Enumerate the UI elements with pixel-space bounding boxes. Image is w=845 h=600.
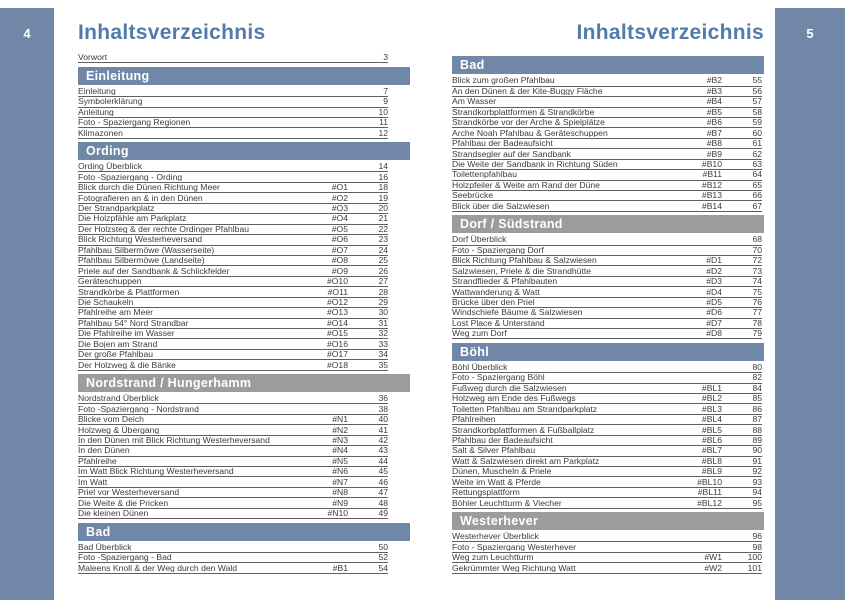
entry-title: Der große Pfahlbau	[78, 350, 153, 359]
section-header: Dorf / Südstrand	[452, 215, 764, 233]
entry-page-number: 44	[378, 455, 388, 466]
entry-photo-code: #N4	[332, 445, 348, 456]
entry-page-number: 75	[752, 286, 762, 297]
toc-entry	[78, 162, 388, 172]
entry-photo-code: #B6	[706, 117, 722, 128]
entry-photo-code: #D5	[706, 296, 722, 307]
entry-title: Symbolerklärung	[78, 97, 143, 106]
entry-title: Blick zum großen Pfahlbau	[452, 76, 555, 86]
toc-entry	[452, 329, 762, 339]
entry-photo-code: #O2	[331, 192, 348, 203]
entry-title: Blick über die Salzwiesen	[452, 201, 550, 211]
entry-photo-code: #O9	[331, 265, 348, 276]
toc-entry	[78, 183, 388, 193]
entry-page-number: 62	[752, 148, 762, 159]
toc-entry	[452, 363, 762, 373]
entry-photo-code: #O12	[326, 296, 348, 307]
entry-title: Windschiefe Bäume & Salzwiesen	[452, 308, 583, 317]
entry-photo-code: #BL7	[701, 445, 722, 456]
entry-title: Westerhever Überblick	[452, 532, 539, 541]
entry-page-number: 85	[752, 393, 762, 404]
entry-photo-code: #O5	[331, 223, 348, 234]
entry-photo-code: #B2	[706, 75, 722, 86]
section-header: Einleitung	[78, 67, 410, 85]
entry-page-number: 66	[752, 190, 762, 201]
toc-content	[78, 53, 410, 574]
entry-title: Wattwanderung & Watt	[452, 287, 540, 297]
entry-title: Nordstrand Überblick	[78, 394, 159, 403]
entry-page-number: 76	[752, 296, 762, 307]
entry-page-number: 77	[752, 307, 762, 318]
toc-entry	[78, 394, 388, 404]
entry-title: Foto -Spaziergang - Ording	[78, 172, 183, 182]
toc-entry	[452, 446, 762, 456]
entry-page-number: 72	[752, 255, 762, 266]
entry-title: Strandkorbplattformen & Fußballplatz	[452, 425, 595, 435]
entry-page-number: 95	[752, 497, 762, 508]
toc-entry	[78, 118, 388, 128]
toc-entry	[78, 415, 388, 425]
entry-title: Seebrücke	[452, 191, 494, 200]
entry-page-number: 46	[378, 476, 388, 487]
section-header: Bad	[78, 523, 410, 541]
entry-page-number: 70	[752, 244, 762, 255]
entry-page-number: 54	[378, 562, 388, 573]
entry-page-number: 40	[378, 414, 388, 425]
entry-page-number: 35	[378, 359, 388, 370]
entry-title: Die kleinen Dünen	[78, 509, 149, 518]
toc-entry	[78, 235, 388, 245]
entry-photo-code: #O17	[326, 349, 348, 360]
toc-entry	[78, 128, 388, 138]
toc-entry	[78, 350, 388, 360]
entry-page-number: 89	[752, 434, 762, 445]
entry-title: Der Holzweg & die Bänke	[78, 360, 176, 370]
entry-page-number: 16	[378, 171, 388, 182]
entry-page-number: 87	[752, 414, 762, 425]
entry-title: Geräteschuppen	[78, 277, 142, 286]
entry-title: Pfahlbau der Badeaufsicht	[452, 435, 553, 445]
entry-title: Priele auf der Sandbank & Schlickfelder	[78, 266, 230, 276]
entry-photo-code: #BL8	[701, 455, 722, 466]
entry-page-number: 25	[378, 255, 388, 266]
entry-photo-code: #O14	[326, 317, 348, 328]
entry-title: Bad Überblick	[78, 542, 132, 552]
section-header: Westerhever	[452, 512, 764, 530]
toc-entry	[78, 488, 388, 498]
entry-title: Strandsegler auf der Sandbank	[452, 149, 571, 159]
entry-photo-code: #N2	[332, 424, 348, 435]
entry-title: Toilettenpfahlbau	[452, 170, 517, 179]
entry-title: Foto - Spaziergang Westerhever	[452, 542, 577, 552]
entry-photo-code: #O1	[331, 182, 348, 193]
entry-photo-code: #B13	[701, 190, 722, 201]
toc-entry	[78, 360, 388, 370]
entry-title: Arche Noah Pfahlbau & Geräteschuppen	[452, 128, 608, 138]
entry-photo-code: #BL10	[697, 476, 722, 487]
entry-page-number: 32	[378, 328, 388, 339]
entry-title: Anleitung	[78, 107, 114, 117]
toc-entry	[78, 542, 388, 552]
entry-photo-code: #B12	[701, 179, 722, 190]
entry-page-number: 41	[378, 424, 388, 435]
toc-entry	[78, 446, 388, 456]
entry-page-number: 10	[378, 106, 388, 117]
entry-page-number: 61	[752, 138, 762, 149]
entry-page-number: 74	[752, 276, 762, 287]
entry-photo-code: #B3	[706, 85, 722, 96]
entry-title: Holzweg am Ende des Fußwegs	[452, 394, 576, 403]
entry-page-number: 27	[378, 276, 388, 287]
entry-title: Holzpfeiler & Weite am Rand der Düne	[452, 180, 600, 190]
entry-title: Strandflieder & Pfahlbauten	[452, 277, 558, 286]
entry-photo-code: #BL6	[701, 434, 722, 445]
entry-title: Blick durch die Dünen Richtung Meer	[78, 183, 220, 192]
entry-title: Foto - Spaziergang Regionen	[78, 118, 191, 127]
entry-title: Blick Richtung Pfahlbau & Salzwiesen	[452, 256, 597, 265]
entry-title: Fotografieren an & in den Dünen	[78, 193, 203, 203]
entry-page-number: 18	[378, 182, 388, 193]
toc-entry	[452, 308, 762, 318]
left-page-number-bar	[0, 8, 54, 600]
toc-entry	[78, 329, 388, 339]
entry-page-number: 45	[378, 466, 388, 477]
entry-title: Strandkörbe & Plattformen	[78, 287, 180, 297]
entry-photo-code: #D3	[706, 276, 722, 287]
toc-entry	[452, 201, 762, 211]
entry-photo-code: #BL12	[697, 497, 722, 508]
entry-page-number: 57	[752, 96, 762, 107]
entry-page-number: 96	[752, 531, 762, 542]
entry-page-number: 67	[752, 200, 762, 211]
entry-photo-code: #O4	[331, 213, 348, 224]
section-header: Nordstrand / Hungerhamm	[78, 374, 410, 392]
entry-title: Pfahlbau 54° Nord Strandbar	[78, 318, 189, 328]
entry-photo-code: #N6	[332, 466, 348, 477]
entry-page-number: 12	[378, 127, 388, 138]
entry-photo-code: #BL9	[701, 466, 722, 477]
entry-title: Pfahlbau Silbermöwe (Wasserseite)	[78, 245, 215, 255]
entry-photo-code: #B14	[701, 200, 722, 211]
entry-title: Dorf Überblick	[452, 235, 507, 244]
toc-entry	[78, 509, 388, 519]
right-page-number-bar	[775, 8, 845, 600]
entry-page-number: 38	[378, 403, 388, 414]
entry-page-number: 64	[752, 169, 762, 180]
section-header: Böhl	[452, 343, 764, 361]
entry-photo-code: #BL5	[701, 424, 722, 435]
entry-page-number: 88	[752, 424, 762, 435]
entry-photo-code: #N10	[327, 508, 348, 518]
toc-entry	[78, 256, 388, 266]
entry-photo-code: #N9	[332, 497, 348, 508]
entry-page-number: 7	[383, 85, 388, 96]
entry-page-number: 30	[378, 307, 388, 318]
entry-photo-code: #O15	[326, 328, 348, 339]
entry-photo-code: #D4	[706, 286, 722, 297]
toc-title: Inhaltsverzeichnis	[78, 21, 266, 44]
entry-title: Salzwiesen, Priele & die Strandhütte	[452, 266, 592, 276]
entry-page-number: 31	[378, 317, 388, 328]
toc-entry	[452, 97, 762, 107]
entry-title: An den Dünen & der Kite-Buggy Fläche	[452, 86, 603, 96]
entry-title: Rettungsplattform	[452, 488, 520, 497]
entry-page-number: 92	[752, 466, 762, 477]
entry-page-number: 78	[752, 317, 762, 328]
toc-entry	[452, 532, 762, 542]
entry-title: Böhler Leuchtturm & Viecher	[452, 498, 562, 508]
entry-title: Pfahlbau der Badeaufsicht	[452, 139, 553, 148]
toc-entry	[78, 97, 388, 107]
entry-title: Strandkorbplattformen & Strandkörbe	[452, 107, 595, 117]
entry-page-number: 80	[752, 361, 762, 372]
entry-title: Die Pfahlreihe im Wasser	[78, 329, 175, 338]
entry-title: Pfahlbau Silbermöwe (Landseite)	[78, 256, 205, 265]
entry-photo-code: #W1	[704, 552, 722, 563]
entry-page-number: 3	[383, 52, 388, 63]
entry-title: Gekrümmter Weg Richtung Watt	[452, 563, 576, 573]
entry-page-number: 84	[752, 382, 762, 393]
entry-title: Holzweg & Übergang	[78, 425, 160, 435]
entry-page-number: 23	[378, 234, 388, 245]
toc-entry	[78, 87, 388, 97]
entry-photo-code: #BL3	[701, 403, 722, 414]
entry-page-number: 91	[752, 455, 762, 466]
entry-photo-code: #D6	[706, 307, 722, 318]
entry-title: Pfahlreihe	[78, 456, 117, 466]
entry-photo-code: #BL11	[697, 487, 722, 498]
entry-page-number: 21	[378, 213, 388, 224]
entry-page-number: 34	[378, 349, 388, 360]
entry-title: Die Weite der Sandbank in Richtung Süden	[452, 159, 618, 169]
toc-entry	[78, 467, 388, 477]
entry-page-number: 49	[378, 508, 388, 518]
entry-photo-code: #D1	[706, 255, 722, 266]
entry-photo-code: #N3	[332, 434, 348, 445]
entry-page-number: 26	[378, 265, 388, 276]
entry-page-number: 20	[378, 203, 388, 213]
toc-entry	[452, 139, 762, 149]
toc-entry	[452, 488, 762, 498]
entry-page-number: 22	[378, 223, 388, 234]
entry-page-number: 42	[378, 434, 388, 445]
entry-title: Böhl Überblick	[452, 362, 508, 372]
entry-title: Im Watt	[78, 477, 108, 487]
entry-photo-code: #B10	[701, 158, 722, 169]
entry-page-number: 93	[752, 476, 762, 487]
entry-photo-code: #N7	[332, 476, 348, 487]
entry-photo-code: #B9	[706, 148, 722, 159]
entry-title: Salt & Silver Pfahlbau	[452, 446, 536, 455]
toc-entry	[452, 415, 762, 425]
entry-title: Weite im Watt & Pferde	[452, 477, 541, 487]
entry-title: Weg zum Leuchtturm	[452, 553, 534, 562]
toc-entry	[78, 277, 388, 287]
toc-entry	[78, 563, 388, 573]
entry-title: Blicke vom Deich	[78, 415, 144, 424]
toc-entry	[452, 373, 762, 383]
entry-title: Maleens Knoll & der Weg durch den Wald	[78, 563, 238, 573]
entry-photo-code: #O8	[331, 255, 348, 266]
entry-title: Die Bojen am Strand	[78, 339, 158, 349]
entry-photo-code: #O11	[327, 286, 348, 297]
entry-page-number: 55	[752, 75, 762, 86]
toc-entry	[78, 108, 388, 118]
entry-page-number: 65	[752, 179, 762, 190]
entry-title: Fußweg durch die Salzwiesen	[452, 383, 567, 393]
toc-entry	[452, 467, 762, 477]
entry-page-number: 68	[752, 234, 762, 245]
entry-title: Blick Richtung Westerheversand	[78, 235, 203, 244]
entry-photo-code: #O18	[326, 359, 348, 370]
toc-entry	[452, 170, 762, 180]
entry-photo-code: #O10	[326, 276, 348, 287]
toc-entry	[452, 256, 762, 266]
entry-photo-code: #W2	[704, 562, 722, 573]
entry-page-number: 98	[752, 541, 762, 552]
entry-title: Foto -Spaziergang - Bad	[78, 553, 172, 562]
entry-title: Foto - Spaziergang Böhl	[452, 373, 545, 382]
entry-title: Die Schaukeln	[78, 297, 134, 307]
entry-photo-code: #O3	[331, 203, 348, 213]
entry-photo-code: #B1	[332, 562, 348, 573]
entry-title: Die Weite & die Pricken	[78, 498, 169, 508]
entry-title: Brücke über den Priel	[452, 297, 535, 307]
entry-page-number: 29	[378, 296, 388, 307]
entry-photo-code: #BL1	[701, 382, 722, 393]
entry-page-number: 90	[752, 445, 762, 456]
entry-photo-code: #O6	[331, 234, 348, 245]
toc-entry	[78, 553, 388, 563]
toc-title: Inhaltsverzeichnis	[576, 21, 764, 44]
entry-title: In den Dünen	[78, 446, 130, 455]
entry-title: Pfahlreihe am Meer	[78, 308, 153, 317]
entry-page-number: 60	[752, 127, 762, 138]
entry-title: Die Holzpfähle am Parkplatz	[78, 214, 187, 224]
entry-page-number: 101	[747, 562, 762, 573]
entry-title: Foto -Spaziergang - Nordstrand	[78, 404, 199, 414]
entry-photo-code: #D2	[706, 265, 722, 276]
toc-entry	[452, 191, 762, 201]
entry-photo-code: #B5	[706, 106, 722, 117]
entry-title: Dünen, Muscheln & Priele	[452, 467, 552, 476]
entry-page-number: 52	[378, 552, 388, 563]
toc-entry	[452, 394, 762, 404]
entry-title: Toiletten Pfahlbau am Strandparkplatz	[452, 404, 598, 414]
entry-title: Im Watt Blick Richtung Westerheversand	[78, 467, 234, 476]
entry-page-number: 36	[378, 393, 388, 404]
entry-title: Der Holzsteg & der rechte Ordinger Pfahlbau	[78, 224, 250, 234]
entry-page-number: 28	[378, 286, 388, 297]
entry-title: Ording Überblick	[78, 162, 142, 171]
entry-page-number: 47	[378, 487, 388, 498]
entry-page-number: 58	[752, 106, 762, 117]
toc-entry	[452, 118, 762, 128]
toc-entry	[452, 277, 762, 287]
entry-photo-code: #N5	[332, 455, 348, 466]
entry-title: Watt & Salzwiesen direkt am Parkplatz	[452, 456, 600, 466]
entry-page-number: 94	[752, 487, 762, 498]
section-header: Ording	[78, 142, 410, 160]
entry-photo-code: #D8	[706, 328, 722, 339]
entry-photo-code: #O7	[331, 244, 348, 255]
entry-photo-code: #O16	[326, 338, 348, 349]
entry-title: Klimazonen	[78, 128, 123, 138]
entry-title: In den Dünen mit Blick Richtung Westerheversand	[78, 435, 270, 445]
page-number: 4	[23, 26, 31, 41]
entry-page-number: 86	[752, 403, 762, 414]
entry-title: Foto - Spaziergang Dorf	[452, 245, 544, 255]
entry-title: Am Wasser	[452, 97, 497, 106]
entry-page-number: 59	[752, 117, 762, 128]
entry-photo-code: #O13	[326, 307, 348, 318]
entry-page-number: 79	[752, 328, 762, 339]
entry-title: Strandkörbe vor der Arche & Spielplätze	[452, 118, 605, 127]
toc-content	[452, 53, 764, 574]
entry-page-number: 63	[752, 158, 762, 169]
toc-entry	[452, 498, 762, 508]
entry-page-number: 56	[752, 85, 762, 96]
entry-page-number: 73	[752, 265, 762, 276]
entry-photo-code: #N8	[332, 487, 348, 498]
entry-title: Priel vor Westerheversand	[78, 488, 180, 497]
entry-page-number: 100	[747, 552, 762, 563]
entry-title: Der Strandparkplatz	[78, 204, 155, 213]
entry-title: Vorwort	[78, 53, 108, 62]
entry-photo-code: #D7	[706, 317, 722, 328]
toc-entry	[78, 53, 388, 63]
entry-photo-code: #B4	[706, 96, 722, 107]
entry-photo-code: #B7	[706, 127, 722, 138]
toc-entry	[452, 553, 762, 563]
toc-entry	[452, 235, 762, 245]
entry-photo-code: #B8	[706, 138, 722, 149]
entry-page-number: 43	[378, 445, 388, 456]
entry-page-number: 19	[378, 192, 388, 203]
entry-page-number: 33	[378, 338, 388, 349]
entry-photo-code: #BL2	[701, 393, 722, 404]
entry-title: Weg zum Dorf	[452, 329, 507, 338]
entry-page-number: 82	[752, 372, 762, 383]
entry-title: Pfahlreihen	[452, 415, 496, 424]
entry-page-number: 11	[379, 117, 388, 128]
entry-title: Einleitung	[78, 86, 116, 96]
section-header: Bad	[452, 56, 764, 74]
entry-photo-code: #BL4	[701, 414, 722, 425]
entry-page-number: 9	[383, 96, 388, 107]
entry-page-number: 24	[378, 244, 388, 255]
entry-title: Lost Place & Unterstand	[452, 318, 545, 328]
entry-page-number: 50	[378, 541, 388, 552]
entry-photo-code: #B11	[702, 169, 722, 180]
page-number: 5	[806, 26, 814, 41]
entry-page-number: 14	[378, 161, 388, 172]
toc-entry	[452, 563, 762, 573]
entry-page-number: 48	[378, 497, 388, 508]
toc-entry	[78, 308, 388, 318]
entry-photo-code: #N1	[332, 414, 348, 425]
